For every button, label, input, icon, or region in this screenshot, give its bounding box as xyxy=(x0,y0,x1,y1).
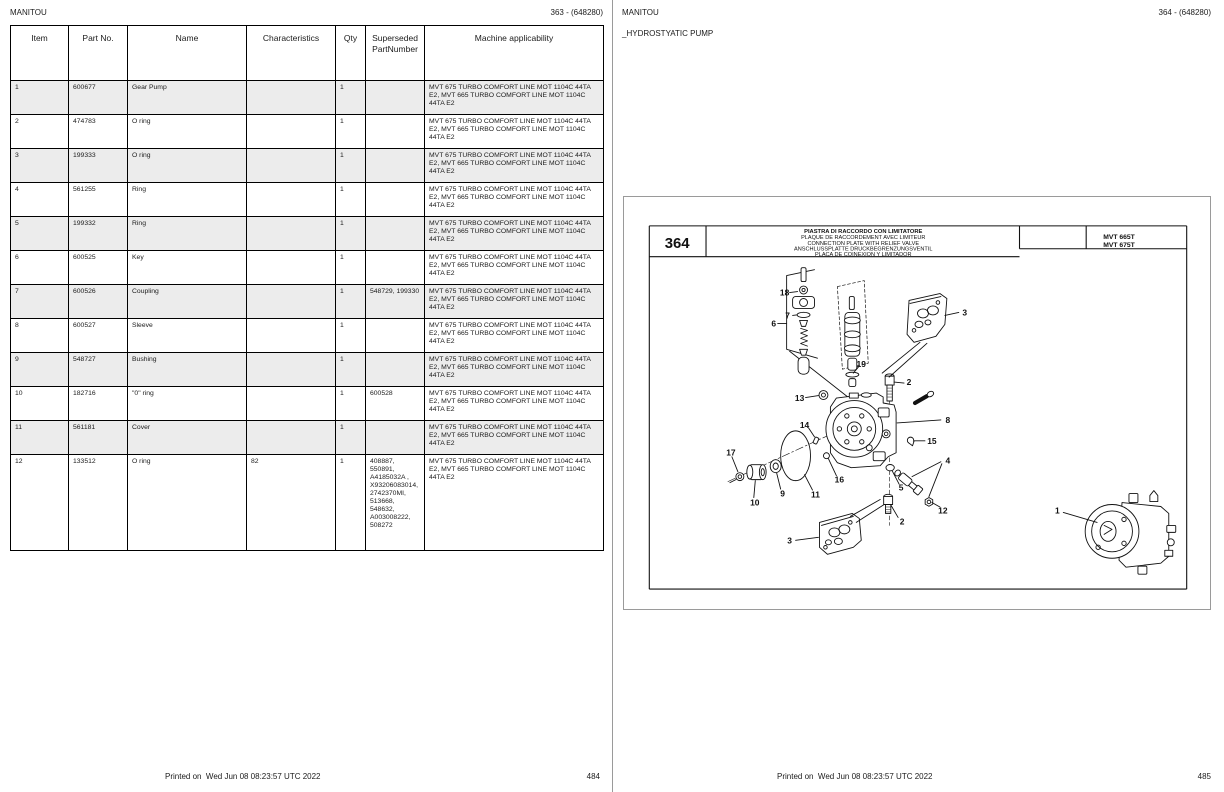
part-callout-16: 16 xyxy=(834,474,845,485)
cell-part_no: 199333 xyxy=(69,149,128,183)
table-row xyxy=(11,149,604,183)
cell-applicability: MVT 675 TURBO COMFORT LINE MOT 1104C 44TA E2, MVT 665 TURBO COMFORT LINE MOT 1104C 44TA E2 xyxy=(425,251,604,285)
part-callout-9: 9 xyxy=(780,488,786,499)
cell-characteristics xyxy=(247,115,336,149)
cell-name: Ring xyxy=(128,217,247,251)
cell-item: 3 xyxy=(11,149,69,183)
cell-characteristics: 82 xyxy=(247,455,336,551)
figure-title-de: ANSCHLUSSPLATTE DRUCKBEGRENZUNGSVENTIL xyxy=(794,246,933,253)
cell-superseded: 600528 xyxy=(366,387,425,421)
cell-name: Coupling xyxy=(128,285,247,319)
table-row xyxy=(11,285,604,319)
cell-qty: 1 xyxy=(336,319,366,353)
cell-name: Cover xyxy=(128,421,247,455)
cell-qty: 1 xyxy=(336,217,366,251)
part-callout-7: 7 xyxy=(785,310,790,321)
cell-part_no: 474783 xyxy=(69,115,128,149)
table-row xyxy=(11,319,604,353)
figure-title-es: PLACA DE COINEXION Y LIMITADOR xyxy=(815,252,912,259)
cell-applicability: MVT 675 TURBO COMFORT LINE MOT 1104C 44TA E2, MVT 665 TURBO COMFORT LINE MOT 1104C 44TA E2 xyxy=(425,387,604,421)
parts-table xyxy=(10,25,604,551)
cell-item: 12 xyxy=(11,455,69,551)
cell-applicability: MVT 675 TURBO COMFORT LINE MOT 1104C 44TA E2, MVT 665 TURBO COMFORT LINE MOT 1104C 44TA E2 xyxy=(425,115,604,149)
column-header: Machine applicability xyxy=(425,26,604,81)
cell-applicability: MVT 675 TURBO COMFORT LINE MOT 1104C 44TA E2, MVT 665 TURBO COMFORT LINE MOT 1104C 44TA E2 xyxy=(425,319,604,353)
cell-item: 10 xyxy=(11,387,69,421)
cell-name: O ring xyxy=(128,455,247,551)
part-callout-18: 18 xyxy=(779,287,790,298)
cell-name: Ring xyxy=(128,183,247,217)
cell-part_no: 548727 xyxy=(69,353,128,387)
cell-item: 6 xyxy=(11,251,69,285)
part-callout-11: 11 xyxy=(811,489,820,500)
parts-table-head xyxy=(11,26,604,81)
column-header: Part No. xyxy=(69,26,128,81)
cell-item: 11 xyxy=(11,421,69,455)
cell-name: O ring xyxy=(128,149,247,183)
page-divider xyxy=(612,0,613,792)
page-number: 485 xyxy=(1197,772,1211,781)
column-header: Qty xyxy=(336,26,366,81)
model-675t: MVT 675T xyxy=(1103,241,1135,249)
column-header: Name xyxy=(128,26,247,81)
pump-exploded-parts xyxy=(728,268,1176,575)
cell-characteristics xyxy=(247,81,336,115)
cell-applicability: MVT 675 TURBO COMFORT LINE MOT 1104C 44TA E2, MVT 665 TURBO COMFORT LINE MOT 1104C 44TA E2 xyxy=(425,149,604,183)
cell-characteristics xyxy=(247,319,336,353)
cell-part_no: 561181 xyxy=(69,421,128,455)
cell-qty: 1 xyxy=(336,387,366,421)
table-row xyxy=(11,353,604,387)
cell-characteristics xyxy=(247,183,336,217)
cell-name: Gear Pump xyxy=(128,81,247,115)
cell-part_no: 199332 xyxy=(69,217,128,251)
cell-name: "0" ring xyxy=(128,387,247,421)
cell-qty: 1 xyxy=(336,149,366,183)
cell-item: 2 xyxy=(11,115,69,149)
model-665t: MVT 665T xyxy=(1103,233,1135,241)
section-title: _HYDROSTYATIC PUMP xyxy=(622,29,714,38)
page-ref: 363 - (648280) xyxy=(550,8,603,17)
cell-characteristics xyxy=(247,387,336,421)
cell-qty: 1 xyxy=(336,285,366,319)
cell-applicability: MVT 675 TURBO COMFORT LINE MOT 1104C 44TA E2, MVT 665 TURBO COMFORT LINE MOT 1104C 44TA E2 xyxy=(425,217,604,251)
part-callout-3: 3 xyxy=(962,307,968,318)
exploded-view-figure xyxy=(623,196,1211,610)
printed-timestamp: Printed on Wed Jun 08 08:23:57 UTC 2022 xyxy=(165,772,321,781)
cell-qty: 1 xyxy=(336,455,366,551)
left-page-header xyxy=(10,8,603,17)
table-row xyxy=(11,217,604,251)
figure-title-fr: PLAQUE DE RACCORDEMENT AVEC LIMITEUR xyxy=(801,234,926,241)
part-callout-5: 5 xyxy=(898,482,904,493)
part-callout-4: 4 xyxy=(945,455,951,466)
part-callout-17: 17 xyxy=(726,447,736,458)
cell-part_no: 600525 xyxy=(69,251,128,285)
cell-superseded xyxy=(366,251,425,285)
table-row xyxy=(11,183,604,217)
part-callout-2: 2 xyxy=(906,377,912,388)
cell-qty: 1 xyxy=(336,421,366,455)
cell-applicability: MVT 675 TURBO COMFORT LINE MOT 1104C 44TA E2, MVT 665 TURBO COMFORT LINE MOT 1104C 44TA E2 xyxy=(425,183,604,217)
cell-item: 4 xyxy=(11,183,69,217)
part-callout-12: 12 xyxy=(938,505,948,516)
page-number: 484 xyxy=(586,772,600,781)
part-callout-2: 2 xyxy=(899,516,905,527)
cell-superseded xyxy=(366,149,425,183)
column-header: Item xyxy=(11,26,69,81)
cell-superseded: 548729, 199330 xyxy=(366,285,425,319)
cell-qty: 1 xyxy=(336,251,366,285)
cell-part_no: 133512 xyxy=(69,455,128,551)
cell-applicability: MVT 675 TURBO COMFORT LINE MOT 1104C 44TA E2, MVT 665 TURBO COMFORT LINE MOT 1104C 44TA E2 xyxy=(425,421,604,455)
part-callout-10: 10 xyxy=(750,497,760,508)
cell-name: O ring xyxy=(128,115,247,149)
cell-part_no: 600526 xyxy=(69,285,128,319)
cell-characteristics xyxy=(247,285,336,319)
column-header: Superseded PartNumber xyxy=(366,26,425,81)
cell-name: Sleeve xyxy=(128,319,247,353)
part-callout-15: 15 xyxy=(927,435,937,446)
cell-applicability: MVT 675 TURBO COMFORT LINE MOT 1104C 44TA E2, MVT 665 TURBO COMFORT LINE MOT 1104C 44TA E2 xyxy=(425,285,604,319)
cell-qty: 1 xyxy=(336,115,366,149)
page-ref: 364 - (648280) xyxy=(1158,8,1211,17)
table-row xyxy=(11,251,604,285)
part-callout-1: 1 xyxy=(1054,505,1060,516)
cell-superseded xyxy=(366,183,425,217)
cell-item: 7 xyxy=(11,285,69,319)
cell-part_no: 561255 xyxy=(69,183,128,217)
figure-title-it: PIASTRA DI RACCORDO CON LIMITATORE xyxy=(804,228,923,235)
cell-superseded: 408887, 550891, A4185032A , X93206083014, 2742370MI, 513668, 548632, A003008222, 508272 xyxy=(366,455,425,551)
table-row xyxy=(11,115,604,149)
cell-applicability: MVT 675 TURBO COMFORT LINE MOT 1104C 44TA E2, MVT 665 TURBO COMFORT LINE MOT 1104C 44TA E2 xyxy=(425,455,604,551)
cell-superseded xyxy=(366,421,425,455)
cell-qty: 1 xyxy=(336,183,366,217)
cell-item: 1 xyxy=(11,81,69,115)
exploded-view-drawing xyxy=(624,197,1210,609)
brand-label: MANITOU xyxy=(622,8,659,17)
cell-part_no: 600677 xyxy=(69,81,128,115)
cell-characteristics xyxy=(247,217,336,251)
cell-part_no: 600527 xyxy=(69,319,128,353)
cell-characteristics xyxy=(247,421,336,455)
figure-number: 364 xyxy=(664,234,690,252)
cell-characteristics xyxy=(247,149,336,183)
cell-superseded xyxy=(366,81,425,115)
part-callout-6: 6 xyxy=(771,318,777,329)
part-callout-14: 14 xyxy=(799,419,810,430)
cell-name: Key xyxy=(128,251,247,285)
cell-superseded xyxy=(366,217,425,251)
cell-characteristics xyxy=(247,353,336,387)
parts-table-body xyxy=(11,81,604,551)
cell-superseded xyxy=(366,115,425,149)
part-callout-3: 3 xyxy=(787,535,792,546)
cell-item: 5 xyxy=(11,217,69,251)
table-row xyxy=(11,81,604,115)
part-callout-13: 13 xyxy=(794,393,805,404)
cell-superseded xyxy=(366,319,425,353)
cell-applicability: MVT 675 TURBO COMFORT LINE MOT 1104C 44TA E2, MVT 665 TURBO COMFORT LINE MOT 1104C 44TA E2 xyxy=(425,353,604,387)
cell-qty: 1 xyxy=(336,81,366,115)
cell-part_no: 182716 xyxy=(69,387,128,421)
table-row xyxy=(11,455,604,551)
printed-timestamp: Printed on Wed Jun 08 08:23:57 UTC 2022 xyxy=(777,772,933,781)
cell-superseded xyxy=(366,353,425,387)
cell-name: Bushing xyxy=(128,353,247,387)
part-callout-19: 19 xyxy=(856,359,866,370)
part-callout-8: 8 xyxy=(945,414,951,425)
cell-item: 8 xyxy=(11,319,69,353)
figure-title-en: CONNECTION PLATE WITH RELIEF VALVE xyxy=(807,240,920,247)
cell-item: 9 xyxy=(11,353,69,387)
right-page-header xyxy=(622,8,1211,17)
cell-characteristics xyxy=(247,251,336,285)
cell-applicability: MVT 675 TURBO COMFORT LINE MOT 1104C 44TA E2, MVT 665 TURBO COMFORT LINE MOT 1104C 44TA E2 xyxy=(425,81,604,115)
column-header: Characteristics xyxy=(247,26,336,81)
brand-label: MANITOU xyxy=(10,8,47,17)
table-row xyxy=(11,421,604,455)
cell-qty: 1 xyxy=(336,353,366,387)
table-row xyxy=(11,387,604,421)
